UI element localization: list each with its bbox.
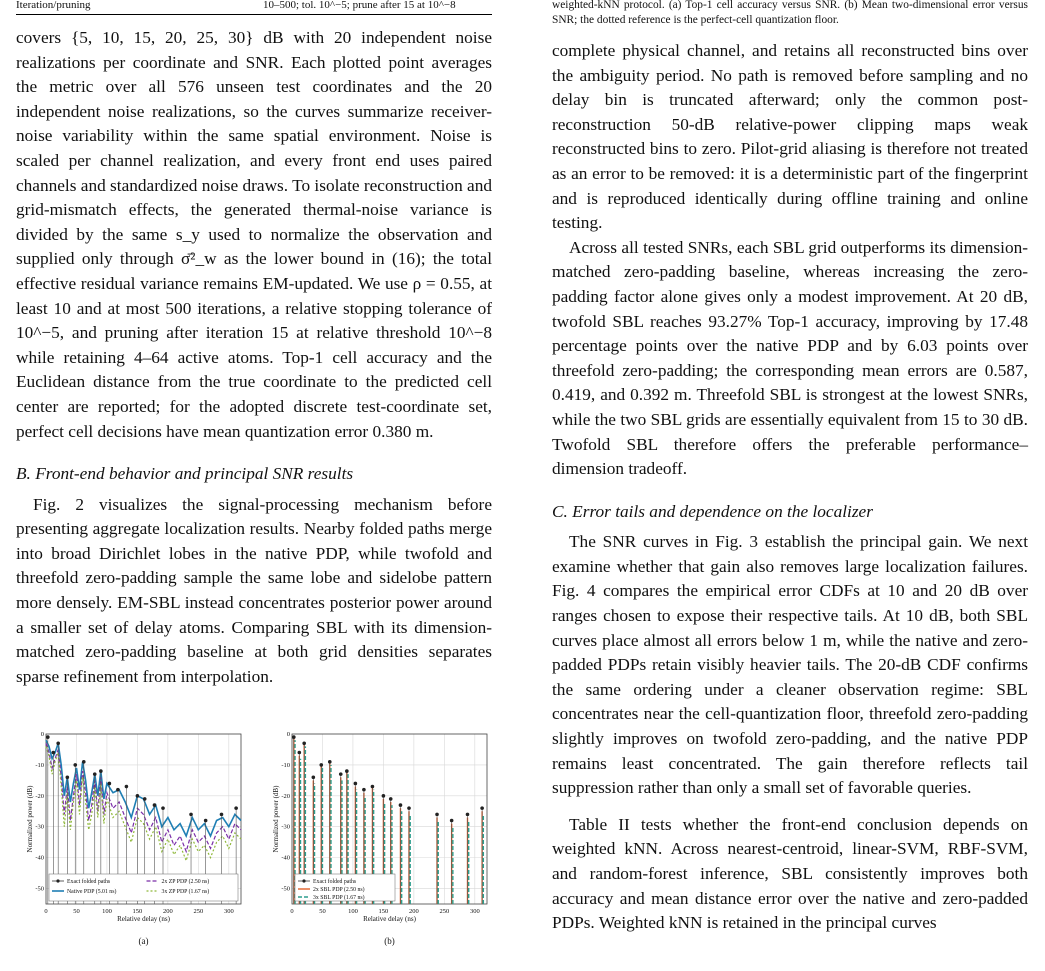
b-exact-point-10 [371,785,375,789]
a-exact-point-15 [189,813,193,817]
b-ytick-2: -20 [281,792,290,800]
figure-caption: weighted-kNN protocol. (a) Top-1 cell accuracy versus SNR. (b) Mean two-dimensional error versus SNR; the dotted reference is the perfect-cell quantization floor. [552,0,1028,26]
b-exact-point-17 [466,813,470,817]
b-exact-point-4 [319,763,323,767]
b-exact-point-3 [312,775,316,779]
b-exact-point-5 [328,760,332,764]
b-xtick-2: 100 [348,908,358,915]
b-exact-point-9 [362,788,366,792]
a-xtick-4: 200 [163,908,173,915]
figure-pdp-svg [16,730,492,966]
paragraph-snr-results: Across all tested SNRs, each SBL grid outperforms its dimension-matched zero-padding baseline, whereas increasing the zero-padding factor alone gives only a modest improvement. At 20 dB, twofold SBL reaches 93.27% Top-1 accuracy, improving by 17.48 percentage points over the native PDP and by 6.03 points over threefold zero-padding; the corresponding mean errors are 0.587, 0.419, and 0.392 m. Threefold SBL is strongest at the lowest SNRs, while the two SBL grids are essentially equivalent from 15 to 30 dB. Twofold SBL therefore offers the preferable performance–dimension tradeoff. [552,237,1028,479]
left-column [16,26,492,689]
b-legend-label-2: 3x SBL PDP (1.67 ns) [313,895,365,901]
a-exact-point-10 [125,785,129,789]
paragraph-noise-setup: covers {5, 10, 15, 20, 25, 30} dB with 20 independent noise realizations per coordinate and SNR. Each plotted point averages the metric over all 576 unseen test coordinates and the 20 independent noise realizations, so the curves summarize receiver-noise variability within the same spatial environment. Noise is scaled per channel realization, and every front end uses paired channels and standardized noise draws. To isolate reconstruction and grid-mismatch effects, the generated thermal-noise variance is divided by the same s_y used to normalize the observation and supplied only through σ̄²_w as the lower bound in (16); the total effective residual variance remains EM-updated. We use ρ = 0.55, at least 10 and at most 500 iterations, a relative stopping tolerance of 10^−5, and pruning after iteration 15 at relative threshold 10^−8 while retaining 4–64 active atoms. Top-1 cell accuracy and the Euclidean distance from the true coordinate to the predicted cell center are reported; for the adopted discrete test-coordinate set, perfect cell decisions have mean quantization error 0.380 m. [16,28,492,441]
a-xtick-5: 250 [193,908,204,915]
b-xtick-6: 300 [469,908,480,915]
b-exact-point-18 [480,806,484,810]
right-column [552,0,1028,936]
a-xlabel: Relative delay (ns) [117,915,170,923]
paragraph-front-end: Fig. 2 visualizes the signal-processing mechanism before presenting aggregate localization results. Nearby folded paths merge into broad Dirichlet lobes in the native PDP, while twofold and threefold zero-padding sample the same lobe and sidelobe pattern more densely. EM-SBL instead concentrates posterior power around a smaller set of delay atoms. Comparing SBL with its dimension-matched zero-padding baseline at both grid densities separates sparse refinement from interpolation. [16,494,492,686]
a-exact-point-5 [82,760,86,764]
b-xtick-4: 200 [409,908,419,915]
figure-pdp [16,730,492,966]
b-exact-point-14 [407,806,411,810]
a-exact-point-11 [136,794,140,798]
b-ytick-3: -30 [281,823,290,831]
a-ytick-5: -50 [35,885,44,893]
b-exact-point-6 [339,772,343,776]
b-xtick-1: 50 [319,908,326,915]
a-exact-point-6 [93,772,97,776]
a-ytick-1: -10 [35,761,44,769]
a-legend-label-0: Exact folded paths [67,879,111,885]
table-row-value: 10–500; tol. 10^−5; prune after 15 at 10^−8 [263,0,456,11]
a-exact-point-12 [143,797,147,801]
a-exact-point-2 [56,741,60,745]
a-ytick-2: -20 [35,792,44,800]
b-exact-point-16 [450,819,454,823]
a-exact-point-4 [73,763,77,767]
paragraph-error-tails: The SNR curves in Fig. 3 establish the principal gain. We next examine whether that gain also removes large localization failures. Fig. 4 compares the empirical error CDFs at 10 and 20 dB over ranges chosen to expose their respective tails. At 10 dB, both SBL curves place almost all errors below 1 m, while the native and zero-padded PDPs retain visibly heavier tails. The 20-dB CDF confirms the same ordering under a cleaner observation regime: SBL concentrates near the cell-quantization floor, threefold zero-padding slightly improves on twofold zero-padding, and the native PDP remains least concentrated. The gain therefore reflects tail suppression rather than only a small set of favorable queries. [552,532,1028,798]
a-legend-label-2: 2x ZP PDP (2.50 ns) [161,879,210,885]
b-xlabel: Relative delay (ns) [363,915,416,923]
b-exact-point-13 [399,803,403,807]
b-xtick-3: 150 [378,908,389,915]
a-exact-point-17 [220,813,224,817]
a-ytick-3: -30 [35,823,44,831]
table-row-label: Iteration/pruning [16,0,91,11]
a-legend-marker-0 [56,879,59,882]
b-ytick-4: -40 [281,854,290,862]
b-exact-point-15 [435,813,439,817]
b-subfigure-label: (b) [384,936,395,946]
b-exact-point-0 [292,735,296,739]
a-exact-point-0 [46,735,50,739]
b-exact-point-12 [389,797,393,801]
a-xtick-3: 150 [132,908,143,915]
b-ytick-0: 0 [286,731,290,738]
a-xtick-0: 0 [44,908,48,915]
a-exact-point-8 [108,782,112,786]
b-ylabel: Normalized power (dB) [272,785,280,853]
a-ytick-4: -40 [35,854,44,862]
a-subfigure-label: (a) [138,936,149,946]
a-legend-label-3: 3x ZP PDP (1.67 ns) [161,889,210,895]
a-ylabel: Normalized power (dB) [26,785,34,853]
section-heading-c: C. Error tails and dependence on the localizer [552,501,873,521]
a-exact-point-16 [204,819,208,823]
b-exact-point-8 [354,782,358,786]
section-heading-b: B. Front-end behavior and principal SNR results [16,464,354,484]
a-ytick-0: 0 [40,731,44,738]
b-xtick-0: 0 [290,908,294,915]
a-xtick-1: 50 [73,908,80,915]
b-exact-point-2 [302,741,306,745]
b-legend-label-1: 2x SBL PDP (2.50 ns) [313,887,365,893]
b-exact-point-1 [298,751,302,755]
a-exact-point-13 [153,803,157,807]
a-exact-point-3 [66,775,70,779]
b-exact-point-7 [345,769,349,773]
b-ytick-1: -10 [281,761,290,769]
b-xtick-5: 250 [439,908,450,915]
a-xtick-6: 300 [223,908,234,915]
paragraph-localizer: Table II tests whether the front-end conclusion depends on weighted kNN. Across nearest-centroid, linear-SVM, RBF-SVM, and random-forest inference, SBL consistently improves both accuracy and mean distance error over the native and zero-padded PDPs. Weighted kNN is retained in the principal curves [552,814,1028,933]
a-exact-point-7 [99,769,103,773]
b-legend-marker-0 [302,879,305,882]
a-exact-point-9 [116,788,120,792]
b-legend-label-0: Exact folded paths [313,879,357,885]
a-legend-label-1: Native PDP (5.01 ns) [67,889,117,895]
a-exact-point-18 [234,806,238,810]
table-last-row [16,0,492,15]
b-ytick-5: -50 [281,885,290,893]
a-exact-point-14 [161,806,165,810]
paragraph-channel: complete physical channel, and retains all reconstructed bins over the ambiguity period. No path is removed before sampling and no delay bin is truncated afterward; only the common post-reconstruction 50-dB relative-power clipping maps weak reconstructed bins to zero. Pilot-grid aliasing is therefore not treated as an error to be removed: it is a deterministic part of the fingerprint and is reproduced identically during offline training and online testing. [552,41,1028,233]
b-exact-point-11 [382,794,386,798]
a-exact-point-1 [52,751,56,755]
a-xtick-2: 100 [102,908,112,915]
